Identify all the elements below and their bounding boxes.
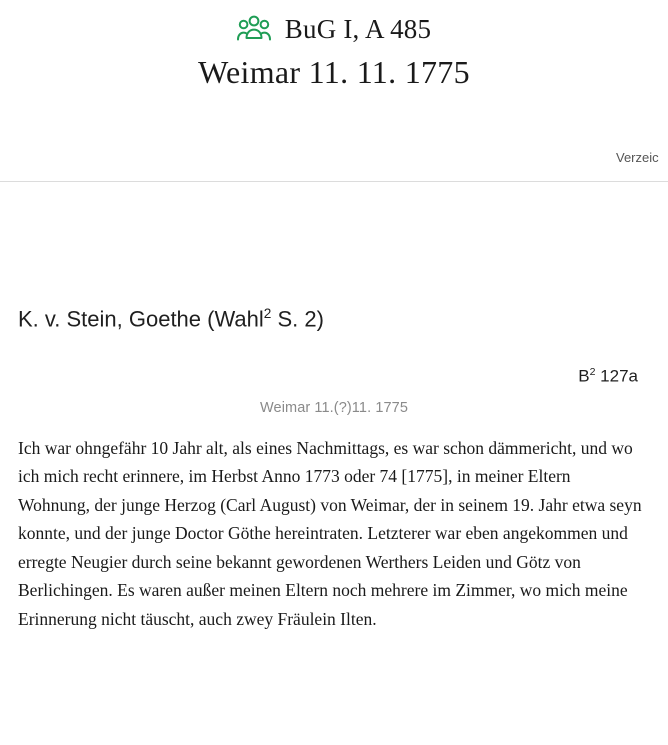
toolbar bbox=[0, 150, 668, 182]
shelfmark bbox=[18, 366, 650, 387]
document-header bbox=[0, 0, 668, 91]
document-date-title: Weimar 11. 11. 1775 bbox=[198, 54, 470, 90]
header-signature-row bbox=[0, 14, 668, 44]
source-title-prefix: K. v. Stein, Goethe (Wahl bbox=[18, 306, 264, 332]
toolbar-index-link[interactable]: Verzeic bbox=[616, 150, 659, 165]
shelfmark-prefix: B bbox=[578, 366, 590, 386]
shelfmark-suffix: 127a bbox=[595, 366, 638, 386]
document-body-text: Ich war ohngefähr 10 Jahr alt, als eines Nachmittags, es war schon dämmericht, und wo ich mich recht erinnere, im Herbst Anno 1773 oder 74 [1775], in meiner Eltern Wohnung, der junge Herzog (Carl August) von Weimar, der in seinem 19. Jahr etwa seyn konnte, und der junge Doctor Göthe hereintraten. Letzterer war eben angekommen und erregte Neugier durch seine bekannt gewordenen Werthers Leiden und Götz von Berlichingen. Es waren außer meinen Eltern noch mehrere im Zimmer, wo mich meine Erinnerung nicht täuscht, auch zwey Fräulein Ilten. bbox=[18, 437, 642, 629]
source-title-suffix: S. 2) bbox=[271, 306, 324, 332]
people-group-icon bbox=[237, 14, 271, 44]
document-signature: BuG I, A 485 bbox=[284, 13, 432, 44]
document-date-subline: Weimar 11.(?)11. 1775 bbox=[260, 399, 408, 416]
source-title bbox=[18, 305, 650, 334]
document-content bbox=[0, 183, 668, 633]
source-title-superscript: 2 bbox=[263, 306, 272, 321]
shelfmark-superscript: 2 bbox=[589, 365, 596, 378]
